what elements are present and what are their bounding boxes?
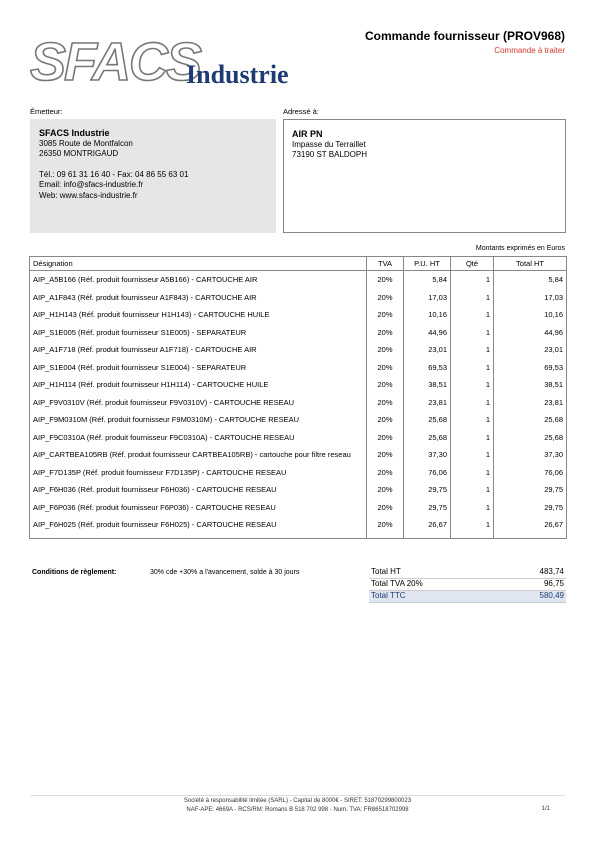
recipient-address1: Impasse du Terraillet	[292, 139, 366, 149]
issuer-address1: 3085 Route de Montfalcon	[39, 138, 133, 148]
cell-unit-price: 29,75	[404, 499, 451, 517]
total-ttc-row	[369, 591, 566, 603]
cell-tva: 20%	[367, 376, 404, 394]
table-row	[30, 271, 567, 289]
cell-designation: AIP_F9C0310A (Réf. produit fournisseur F9C0310A) - CARTOUCHE RESEAU	[30, 429, 367, 447]
cell-total: 5,84	[494, 271, 567, 289]
cell-unit-price: 44,96	[404, 324, 451, 342]
cell-designation: AIP_A1F843 (Réf. produit fournisseur A1F843) - CARTOUCHE AIR	[30, 289, 367, 307]
order-lines-table	[29, 256, 567, 539]
cell-designation: AIP_H1H143 (Réf. produit fournisseur H1H143) - CARTOUCHE HUILE	[30, 306, 367, 324]
cell-quantity: 1	[451, 324, 494, 342]
cell-tva: 20%	[367, 324, 404, 342]
cell-unit-price: 38,51	[404, 376, 451, 394]
cell-total: 26,67	[494, 516, 567, 539]
cell-total: 23,01	[494, 341, 567, 359]
cell-unit-price: 76,06	[404, 464, 451, 482]
cell-designation: AIP_F6H025 (Réf. produit fournisseur F6H025) - CARTOUCHE RESEAU	[30, 516, 367, 539]
total-tva-value: 96,75	[543, 579, 564, 588]
table-header-row	[30, 257, 567, 271]
cell-tva: 20%	[367, 394, 404, 412]
cell-tva: 20%	[367, 341, 404, 359]
issuer-email: Email: info@sfacs-industrie.fr	[39, 180, 144, 189]
cell-quantity: 1	[451, 481, 494, 499]
recipient-box	[283, 119, 566, 233]
cell-quantity: 1	[451, 394, 494, 412]
document-title: Commande fournisseur (PROV968)	[364, 29, 565, 43]
cell-quantity: 1	[451, 499, 494, 517]
cell-unit-price: 23,81	[404, 394, 451, 412]
footer-divider	[30, 795, 565, 796]
cell-tva: 20%	[367, 446, 404, 464]
total-ht-value: 483,74	[539, 567, 564, 576]
cell-tva: 20%	[367, 271, 404, 289]
cell-quantity: 1	[451, 464, 494, 482]
cell-total: 38,51	[494, 376, 567, 394]
cell-unit-price: 25,68	[404, 429, 451, 447]
table-row	[30, 464, 567, 482]
cell-designation: AIP_A5B166 (Réf. produit fournisseur A5B166) - CARTOUCHE AIR	[30, 271, 367, 289]
cell-designation: AIP_F7D135P (Réf. produit fournisseur F7D135P) - CARTOUCHE RESEAU	[30, 464, 367, 482]
cell-total: 25,68	[494, 429, 567, 447]
cell-total: 37,30	[494, 446, 567, 464]
cell-tva: 20%	[367, 464, 404, 482]
logo-subtext: Industrie	[186, 60, 289, 89]
cell-tva: 20%	[367, 481, 404, 499]
cell-tva: 20%	[367, 359, 404, 377]
cell-total: 10,16	[494, 306, 567, 324]
header-quantity: Qté	[451, 257, 494, 271]
footer-line1: Société à responsabilité limitée (SARL) - Capital de 8000€ - SIRET: 51870299800023	[183, 798, 412, 804]
cell-quantity: 1	[451, 271, 494, 289]
table-row	[30, 446, 567, 464]
issuer-web: Web: www.sfacs-industrie.fr	[39, 190, 138, 200]
cell-unit-price: 17,03	[404, 289, 451, 307]
issuer-address2: 26350 MONTRIGAUD	[39, 149, 119, 158]
cell-designation: AIP_A1F718 (Réf. produit fournisseur A1F718) - CARTOUCHE AIR	[30, 341, 367, 359]
logo-text: SFACS	[30, 32, 201, 92]
cell-total: 69,53	[494, 359, 567, 377]
cell-designation: AIP_F9M0310M (Réf. produit fournisseur F9M0310M) - CARTOUCHE RESEAU	[30, 411, 367, 429]
table-row	[30, 429, 567, 447]
footer-line2: NAF-APE: 4669A - RCS/RM: Romans B 518 702 998 - Num. TVA: FR86518702998	[186, 807, 409, 813]
table-row	[30, 306, 567, 324]
table-row	[30, 394, 567, 412]
cell-quantity: 1	[451, 289, 494, 307]
table-row	[30, 481, 567, 499]
cell-quantity: 1	[451, 429, 494, 447]
cell-total: 76,06	[494, 464, 567, 482]
cell-total: 44,96	[494, 324, 567, 342]
cell-quantity: 1	[451, 306, 494, 324]
cell-quantity: 1	[451, 376, 494, 394]
cell-unit-price: 10,16	[404, 306, 451, 324]
cell-total: 23,81	[494, 394, 567, 412]
company-logo	[30, 32, 320, 92]
cell-tva: 20%	[367, 499, 404, 517]
recipient-label: Adressé à:	[283, 107, 319, 116]
cell-quantity: 1	[451, 359, 494, 377]
cell-designation: AIP_F6P036 (Réf. produit fournisseur F6P036) - CARTOUCHE RESEAU	[30, 499, 367, 517]
cell-quantity: 1	[451, 341, 494, 359]
header-total: Total HT	[494, 257, 567, 271]
cell-unit-price: 29,75	[404, 481, 451, 499]
cell-total: 29,75	[494, 481, 567, 499]
cell-designation: AIP_F6H036 (Réf. produit fournisseur F6H036) - CARTOUCHE RESEAU	[30, 481, 367, 499]
cell-total: 25,68	[494, 411, 567, 429]
table-row	[30, 499, 567, 517]
cell-designation: AIP_S1E004 (Réf. produit fournisseur S1E004) - SEPARATEUR	[30, 359, 367, 377]
issuer-label: Émetteur:	[30, 107, 63, 116]
cell-tva: 20%	[367, 306, 404, 324]
footer	[0, 797, 595, 815]
total-ttc-label: Total TTC	[371, 591, 406, 600]
total-tva-row	[369, 579, 566, 591]
currency-note: Montants exprimés en Euros	[475, 245, 565, 252]
total-ht-label: Total HT	[371, 567, 401, 576]
cell-designation: AIP_S1E005 (Réf. produit fournisseur S1E005) - SEPARATEUR	[30, 324, 367, 342]
issuer-box	[30, 119, 276, 233]
recipient-name: AIR PN	[292, 129, 323, 139]
page-number: 1/1	[541, 806, 550, 812]
cell-unit-price: 25,68	[404, 411, 451, 429]
table-row	[30, 376, 567, 394]
cell-quantity: 1	[451, 446, 494, 464]
table-row	[30, 289, 567, 307]
total-tva-label: Total TVA 20%	[371, 579, 423, 588]
cell-tva: 20%	[367, 516, 404, 539]
table-row	[30, 341, 567, 359]
table-row	[30, 411, 567, 429]
table-row	[30, 324, 567, 342]
cell-quantity: 1	[451, 516, 494, 539]
recipient-address2: 73190 ST BALDOPH	[292, 150, 368, 159]
issuer-name: SFACS Industrie	[39, 128, 110, 138]
table-row	[30, 516, 567, 539]
cell-tva: 20%	[367, 429, 404, 447]
cell-designation: AIP_H1H114 (Réf. produit fournisseur H1H114) - CARTOUCHE HUILE	[30, 376, 367, 394]
cell-designation: AIP_F9V0310V (Réf. produit fournisseur F9V0310V) - CARTOUCHE RESEAU	[30, 394, 367, 412]
cell-unit-price: 23,01	[404, 341, 451, 359]
cell-unit-price: 37,30	[404, 446, 451, 464]
issuer-phone: Tél.: 09 61 31 16 40 - Fax: 04 86 55 63 01	[39, 169, 189, 179]
totals-block	[369, 567, 566, 603]
total-ht-row	[369, 567, 566, 579]
payment-terms-value: 30% cde +30% a l'avancement, solde à 30 jours	[150, 569, 300, 576]
cell-total: 29,75	[494, 499, 567, 517]
document-status: Commande à traiter	[494, 46, 565, 55]
header-designation: Désignation	[30, 257, 367, 271]
cell-tva: 20%	[367, 289, 404, 307]
cell-quantity: 1	[451, 411, 494, 429]
cell-tva: 20%	[367, 411, 404, 429]
table-row	[30, 359, 567, 377]
cell-designation: AIP_CARTBEA105RB (Réf. produit fournisseur CARTBEA105RB) - cartouche pour filtre reseau	[30, 446, 367, 464]
cell-unit-price: 69,53	[404, 359, 451, 377]
header-tva: TVA	[367, 257, 404, 271]
total-ttc-value: 580,49	[539, 591, 564, 600]
header-unit-price: P.U. HT	[404, 257, 451, 271]
cell-total: 17,03	[494, 289, 567, 307]
cell-unit-price: 5,84	[404, 271, 451, 289]
cell-unit-price: 26,67	[404, 516, 451, 539]
payment-terms-label: Conditions de règlement:	[32, 569, 117, 576]
